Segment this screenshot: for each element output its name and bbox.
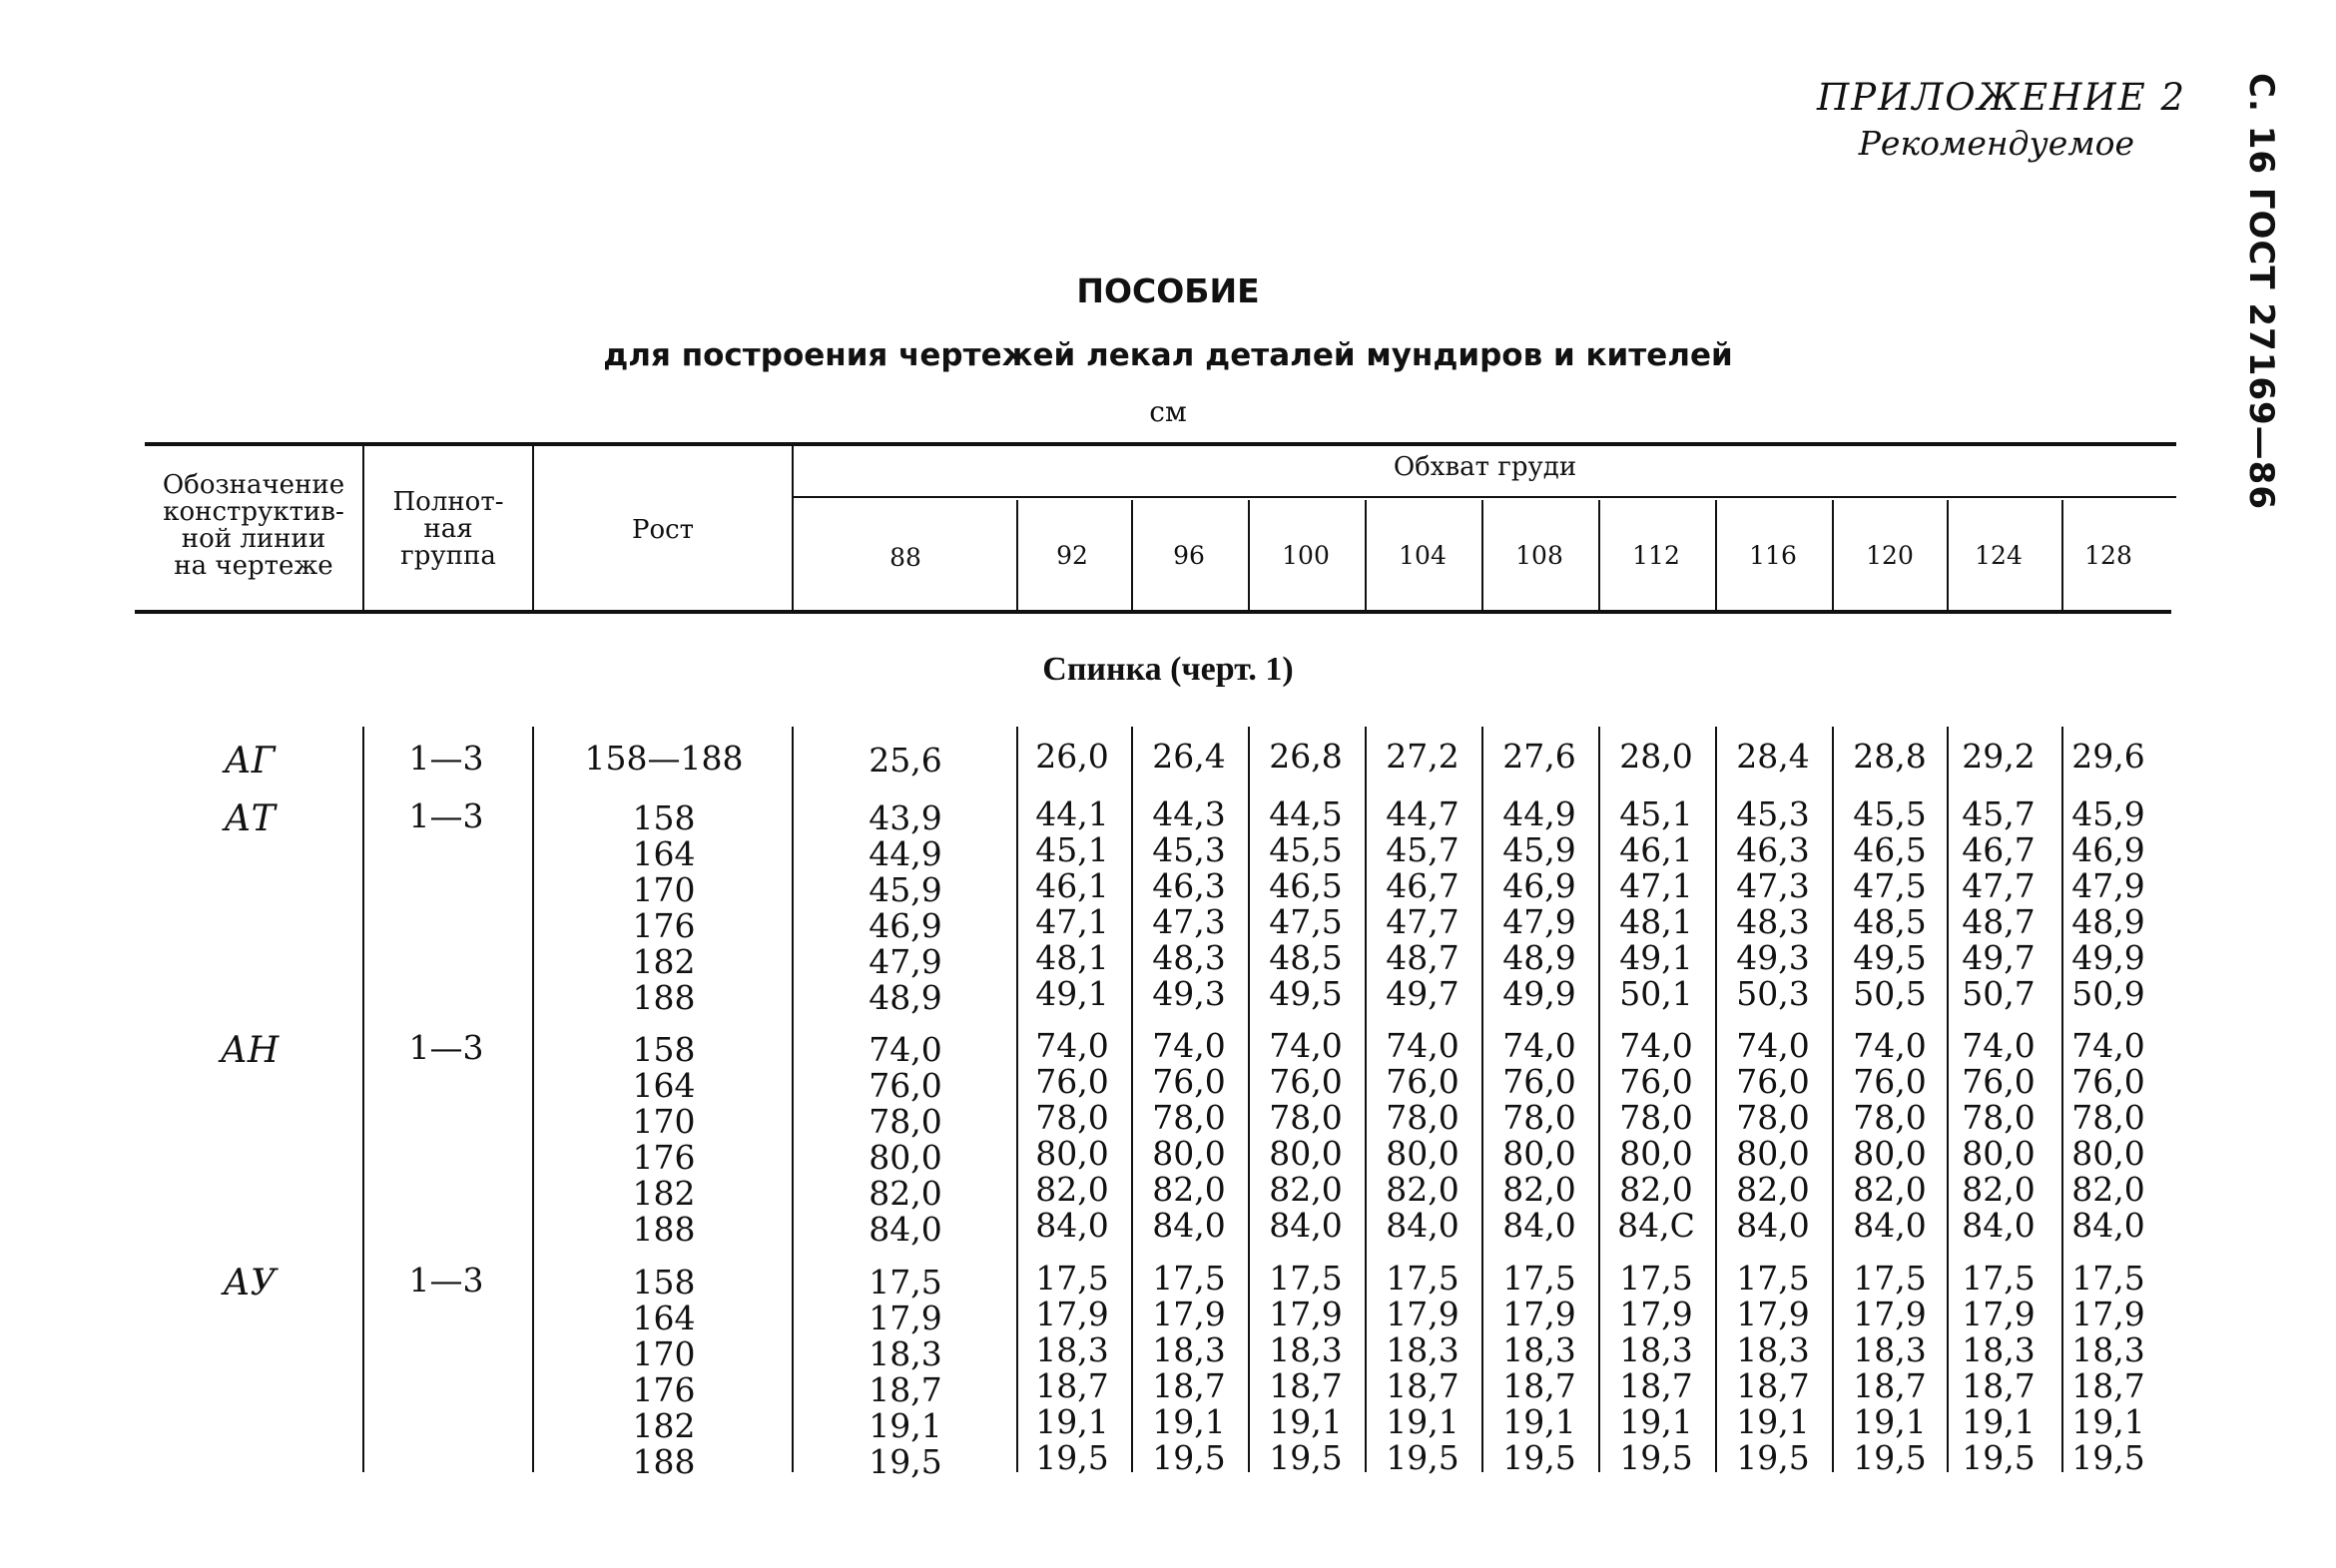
table-cell: 44,1: [1035, 794, 1109, 833]
table-cell: 80,0: [1619, 1134, 1693, 1173]
fullness-group: 1—3: [408, 739, 484, 778]
table-cell: 49,3: [1152, 974, 1226, 1013]
table-cell: 50,3: [1736, 974, 1810, 1013]
table-cell: 84,0: [1962, 1206, 2036, 1245]
table-cell: 78,0: [1269, 1098, 1343, 1137]
table-cell: 18,7: [1269, 1366, 1343, 1405]
table-cell: 17,9: [1269, 1295, 1343, 1333]
table-cell: 76,0: [1269, 1062, 1343, 1101]
body-divider: [1016, 727, 1018, 1472]
height-value: 158—188: [584, 739, 744, 778]
table-cell: 46,3: [1736, 830, 1810, 869]
table-cell: 17,9: [1962, 1295, 2036, 1333]
height-value: 188: [632, 1210, 696, 1249]
table-cell: 18,3: [1386, 1330, 1460, 1369]
body-divider: [532, 727, 534, 1472]
table-cell: 26,8: [1269, 737, 1343, 776]
table-cell: 48,7: [1962, 902, 2036, 941]
chest-size-header: 104: [1399, 541, 1447, 570]
table-cell: 46,9: [2071, 830, 2145, 869]
table-cell: 47,7: [1386, 902, 1460, 941]
body-divider: [1131, 727, 1133, 1472]
body-divider: [362, 727, 364, 1472]
chest-size-header: 116: [1749, 541, 1797, 570]
table-cell: 78,0: [1502, 1098, 1576, 1137]
table-cell: 17,5: [1269, 1259, 1343, 1298]
line-designation: АТ: [224, 798, 276, 839]
table-cell: 76,0: [1736, 1062, 1810, 1101]
height-value: 182: [632, 1406, 696, 1445]
table-cell: 18,3: [1269, 1330, 1343, 1369]
table-cell: 76,0: [1502, 1062, 1576, 1101]
table-cell: 47,5: [1853, 866, 1927, 905]
table-cell: 46,7: [1962, 830, 2036, 869]
table-cell: 46,1: [1619, 830, 1693, 869]
table-cell: 45,9: [869, 870, 942, 909]
table-cell: 74,0: [1152, 1026, 1226, 1065]
table-cell: 44,9: [869, 834, 942, 873]
table-cell: 45,9: [1502, 830, 1576, 869]
table-cell: 17,9: [1736, 1295, 1810, 1333]
table-cell: 78,0: [1619, 1098, 1693, 1137]
table-cell: 19,5: [1619, 1438, 1693, 1477]
table-cell: 82,0: [1619, 1170, 1693, 1209]
table-cell: 78,0: [869, 1102, 942, 1141]
table-cell: 45,1: [1035, 830, 1109, 869]
table-cell: 19,1: [1962, 1402, 2036, 1441]
header-bottom-rule: [135, 610, 2171, 614]
table-cell: 78,0: [2071, 1098, 2145, 1137]
table-cell: 80,0: [869, 1138, 942, 1177]
height-value: 182: [632, 942, 696, 981]
document-title: ПОСОБИЕ: [1076, 271, 1260, 310]
table-cell: 76,0: [1962, 1062, 2036, 1101]
table-cell: 84,0: [1152, 1206, 1226, 1245]
table-cell: 26,0: [1035, 737, 1109, 776]
table-cell: 17,5: [1962, 1259, 2036, 1298]
header-line: на чертеже: [174, 551, 333, 581]
line-designation: АН: [220, 1030, 280, 1071]
table-cell: 18,7: [1853, 1366, 1927, 1405]
header-line: ной линии: [181, 524, 326, 554]
fullness-group: 1—3: [408, 1261, 484, 1300]
header-line: ная: [423, 514, 473, 544]
table-cell: 17,5: [1736, 1259, 1810, 1298]
height-value: 170: [632, 1334, 696, 1373]
body-divider: [1598, 727, 1600, 1472]
appendix-title: ПРИЛОЖЕНИЕ 2: [1816, 76, 2186, 119]
table-cell: 48,9: [2071, 902, 2145, 941]
header-divider: [1947, 500, 1949, 610]
body-divider: [1715, 727, 1717, 1472]
table-cell: 76,0: [1035, 1062, 1109, 1101]
header-line: Полнот-: [392, 487, 504, 517]
table-cell: 46,5: [1853, 830, 1927, 869]
table-cell: 80,0: [1736, 1134, 1810, 1173]
table-cell: 17,5: [1619, 1259, 1693, 1298]
table-cell: 45,7: [1962, 794, 2036, 833]
body-divider: [1248, 727, 1250, 1472]
table-cell: 84,0: [2071, 1206, 2145, 1245]
table-cell: 19,1: [1853, 1402, 1927, 1441]
table-cell: 74,0: [1502, 1026, 1576, 1065]
table-cell: 78,0: [1386, 1098, 1460, 1137]
chest-size-header: 88: [889, 543, 921, 572]
table-cell: 44,3: [1152, 794, 1226, 833]
table-cell: 49,1: [1619, 938, 1693, 977]
table-cell: 45,7: [1386, 830, 1460, 869]
table-cell: 82,0: [1502, 1170, 1576, 1209]
table-cell: 19,1: [1035, 1402, 1109, 1441]
header-divider: [2061, 500, 2063, 610]
table-cell: 19,1: [869, 1406, 942, 1445]
height-value: 182: [632, 1174, 696, 1213]
table-cell: 46,7: [1386, 866, 1460, 905]
table-cell: 82,0: [1152, 1170, 1226, 1209]
table-cell: 84,0: [1035, 1206, 1109, 1245]
header-fullness: [364, 489, 532, 570]
header-height: Рост: [631, 515, 695, 545]
chest-size-header: 100: [1282, 541, 1330, 570]
height-value: 158: [632, 798, 696, 837]
height-value: 176: [632, 1138, 696, 1177]
table-cell: 19,5: [869, 1442, 942, 1481]
table-cell: 76,0: [1386, 1062, 1460, 1101]
header-line: конструктив-: [163, 497, 344, 527]
table-cell: 18,7: [1619, 1366, 1693, 1405]
table-cell: 74,0: [1619, 1026, 1693, 1065]
table-cell: 80,0: [1853, 1134, 1927, 1173]
table-cell: 18,3: [1853, 1330, 1927, 1369]
table-cell: 78,0: [1152, 1098, 1226, 1137]
table-cell: 19,5: [1736, 1438, 1810, 1477]
table-cell: 78,0: [1736, 1098, 1810, 1137]
table-cell: 18,7: [2071, 1366, 2145, 1405]
table-cell: 18,7: [1502, 1366, 1576, 1405]
table-cell: 17,9: [2071, 1295, 2145, 1333]
table-cell: 18,3: [1035, 1330, 1109, 1369]
table-cell: 18,3: [1736, 1330, 1810, 1369]
table-cell: 18,3: [869, 1334, 942, 1373]
header-divider: [1715, 500, 1717, 610]
table-cell: 19,5: [1386, 1438, 1460, 1477]
table-cell: 48,3: [1736, 902, 1810, 941]
table-cell: 18,3: [1152, 1330, 1226, 1369]
table-cell: 80,0: [1962, 1134, 2036, 1173]
table-cell: 17,9: [1619, 1295, 1693, 1333]
table-cell: 19,5: [2071, 1438, 2145, 1477]
table-cell: 82,0: [1853, 1170, 1927, 1209]
chest-size-header: 120: [1866, 541, 1914, 570]
table-cell: 74,0: [1853, 1026, 1927, 1065]
table-cell: 49,9: [2071, 938, 2145, 977]
table-cell: 18,3: [1962, 1330, 2036, 1369]
table-cell: 84,0: [1386, 1206, 1460, 1245]
height-value: 176: [632, 1370, 696, 1409]
table-cell: 26,4: [1152, 737, 1226, 776]
height-value: 188: [632, 1442, 696, 1481]
table-cell: 48,1: [1035, 938, 1109, 977]
header-designation: [145, 472, 362, 580]
appendix-subtitle: Рекомендуемое: [1858, 124, 2134, 163]
table-cell: 28,8: [1853, 737, 1927, 776]
body-divider: [792, 727, 794, 1472]
table-cell: 84,0: [1736, 1206, 1810, 1245]
table-cell: 47,9: [2071, 866, 2145, 905]
chest-size-header: 124: [1975, 541, 2023, 570]
table-cell: 17,9: [1853, 1295, 1927, 1333]
table-cell: 45,3: [1152, 830, 1226, 869]
table-cell: 17,9: [1152, 1295, 1226, 1333]
chest-size-header: 96: [1173, 541, 1205, 570]
table-cell: 28,4: [1736, 737, 1810, 776]
table-cell: 19,1: [1269, 1402, 1343, 1441]
table-cell: 80,0: [1502, 1134, 1576, 1173]
table-cell: 74,0: [1035, 1026, 1109, 1065]
table-cell: 47,5: [1269, 902, 1343, 941]
running-header-text: С. 16 ГОСТ 27169—86: [2241, 72, 2281, 511]
table-cell: 45,1: [1619, 794, 1693, 833]
table-cell: 17,5: [1853, 1259, 1927, 1298]
table-cell: 19,5: [1152, 1438, 1226, 1477]
table-cell: 18,7: [1035, 1366, 1109, 1405]
table-cell: 17,5: [1035, 1259, 1109, 1298]
height-value: 164: [632, 1066, 696, 1105]
line-designation: АУ: [223, 1263, 277, 1304]
table-cell: 78,0: [1853, 1098, 1927, 1137]
height-value: 188: [632, 978, 696, 1017]
table-cell: 45,5: [1853, 794, 1927, 833]
table-cell: 17,5: [1152, 1259, 1226, 1298]
table-cell: 48,7: [1386, 938, 1460, 977]
chest-header-rule: [794, 496, 2176, 498]
table-cell: 48,3: [1152, 938, 1226, 977]
body-divider: [1947, 727, 1949, 1472]
table-cell: 17,5: [2071, 1259, 2145, 1298]
line-designation: АГ: [224, 741, 276, 782]
fullness-group: 1—3: [408, 1028, 484, 1067]
table-cell: 80,0: [1386, 1134, 1460, 1173]
table-cell: 49,1: [1035, 974, 1109, 1013]
table-cell: 49,7: [1386, 974, 1460, 1013]
table-cell: 28,0: [1619, 737, 1693, 776]
table-cell: 82,0: [1962, 1170, 2036, 1209]
table-cell: 82,0: [869, 1174, 942, 1213]
document-subtitle: для построения чертежей лекал деталей мундиров и кителей: [603, 337, 1733, 373]
table-cell: 50,7: [1962, 974, 2036, 1013]
table-cell: 82,0: [2071, 1170, 2145, 1209]
table-cell: 27,2: [1386, 737, 1460, 776]
table-cell: 18,7: [1736, 1366, 1810, 1405]
table-cell: 76,0: [1619, 1062, 1693, 1101]
table-cell: 18,3: [1502, 1330, 1576, 1369]
table-cell: 49,3: [1736, 938, 1810, 977]
fullness-group: 1—3: [408, 796, 484, 835]
table-cell: 74,0: [2071, 1026, 2145, 1065]
table-cell: 19,1: [1152, 1402, 1226, 1441]
table-cell: 18,7: [1152, 1366, 1226, 1405]
table-cell: 82,0: [1386, 1170, 1460, 1209]
chest-size-header: 128: [2084, 541, 2132, 570]
table-cell: 74,0: [1736, 1026, 1810, 1065]
table-cell: 19,5: [1502, 1438, 1576, 1477]
table-cell: 47,3: [1152, 902, 1226, 941]
table-cell: 48,1: [1619, 902, 1693, 941]
unit-label: см: [1149, 395, 1187, 428]
table-cell: 17,5: [1386, 1259, 1460, 1298]
table-cell: 76,0: [869, 1066, 942, 1105]
chest-size-header: 108: [1515, 541, 1563, 570]
table-cell: 84,С: [1617, 1206, 1695, 1245]
table-cell: 17,9: [1035, 1295, 1109, 1333]
table-cell: 74,0: [1269, 1026, 1343, 1065]
table-cell: 46,9: [1502, 866, 1576, 905]
table-cell: 47,3: [1736, 866, 1810, 905]
table-cell: 45,9: [2071, 794, 2145, 833]
table-cell: 19,1: [1502, 1402, 1576, 1441]
table-cell: 50,5: [1853, 974, 1927, 1013]
header-divider: [1832, 500, 1834, 610]
table-cell: 49,5: [1853, 938, 1927, 977]
table-cell: 29,6: [2071, 737, 2145, 776]
table-cell: 84,0: [869, 1210, 942, 1249]
table-cell: 80,0: [1035, 1134, 1109, 1173]
header-chest-girth: Обхват груди: [1393, 452, 1577, 482]
table-cell: 49,7: [1962, 938, 2036, 977]
height-value: 164: [632, 834, 696, 873]
table-cell: 19,1: [2071, 1402, 2145, 1441]
table-cell: 17,9: [1386, 1295, 1460, 1333]
height-value: 158: [632, 1030, 696, 1069]
table-cell: 50,9: [2071, 974, 2145, 1013]
height-value: 158: [632, 1263, 696, 1302]
header-divider: [1481, 500, 1483, 610]
table-cell: 18,7: [1962, 1366, 2036, 1405]
table-cell: 84,0: [1853, 1206, 1927, 1245]
table-cell: 19,1: [1386, 1402, 1460, 1441]
table-cell: 80,0: [1269, 1134, 1343, 1173]
header-divider: [1016, 500, 1018, 610]
table-cell: 48,9: [1502, 938, 1576, 977]
table-cell: 78,0: [1962, 1098, 2036, 1137]
header-divider: [1248, 500, 1250, 610]
table-cell: 29,2: [1962, 737, 2036, 776]
header-divider: [1598, 500, 1600, 610]
table-cell: 17,5: [1502, 1259, 1576, 1298]
table-cell: 47,1: [1035, 902, 1109, 941]
table-cell: 19,5: [1035, 1438, 1109, 1477]
table-cell: 18,3: [1619, 1330, 1693, 1369]
table-cell: 46,3: [1152, 866, 1226, 905]
table-cell: 80,0: [1152, 1134, 1226, 1173]
table-cell: 84,0: [1502, 1206, 1576, 1245]
table-cell: 17,9: [869, 1299, 942, 1337]
table-cell: 48,9: [869, 978, 942, 1017]
section-title: Спинка (черт. 1): [1042, 651, 1294, 688]
table-cell: 82,0: [1736, 1170, 1810, 1209]
header-divider: [1131, 500, 1133, 610]
table-cell: 45,3: [1736, 794, 1810, 833]
height-value: 170: [632, 870, 696, 909]
table-cell: 80,0: [2071, 1134, 2145, 1173]
body-divider: [1481, 727, 1483, 1472]
body-divider: [2061, 727, 2063, 1472]
table-cell: 46,5: [1269, 866, 1343, 905]
table-cell: 17,9: [1502, 1295, 1576, 1333]
table-cell: 45,5: [1269, 830, 1343, 869]
table-cell: 17,5: [869, 1263, 942, 1302]
table-cell: 47,9: [869, 942, 942, 981]
table-cell: 44,7: [1386, 794, 1460, 833]
chest-size-header: 92: [1056, 541, 1088, 570]
table-cell: 46,9: [869, 906, 942, 945]
table-cell: 44,9: [1502, 794, 1576, 833]
table-top-rule: [145, 442, 2176, 446]
table-cell: 78,0: [1035, 1098, 1109, 1137]
table-cell: 27,6: [1502, 737, 1576, 776]
header-divider: [1365, 500, 1367, 610]
table-cell: 19,5: [1962, 1438, 2036, 1477]
body-divider: [1365, 727, 1367, 1472]
table-cell: 76,0: [2071, 1062, 2145, 1101]
table-cell: 19,5: [1853, 1438, 1927, 1477]
table-cell: 19,5: [1269, 1438, 1343, 1477]
table-cell: 74,0: [1386, 1026, 1460, 1065]
table-cell: 44,5: [1269, 794, 1343, 833]
height-value: 164: [632, 1299, 696, 1337]
table-cell: 47,1: [1619, 866, 1693, 905]
table-cell: 19,1: [1736, 1402, 1810, 1441]
table-cell: 49,5: [1269, 974, 1343, 1013]
height-value: 170: [632, 1102, 696, 1141]
table-cell: 82,0: [1269, 1170, 1343, 1209]
table-cell: 74,0: [869, 1030, 942, 1069]
header-line: Обозначение: [162, 470, 345, 500]
chest-size-header: 112: [1632, 541, 1680, 570]
table-cell: 84,0: [1269, 1206, 1343, 1245]
table-cell: 48,5: [1269, 938, 1343, 977]
table-cell: 47,7: [1962, 866, 2036, 905]
table-cell: 25,6: [869, 741, 942, 780]
table-cell: 82,0: [1035, 1170, 1109, 1209]
table-cell: 48,5: [1853, 902, 1927, 941]
height-value: 176: [632, 906, 696, 945]
table-cell: 76,0: [1152, 1062, 1226, 1101]
table-cell: 74,0: [1962, 1026, 2036, 1065]
table-cell: 43,9: [869, 798, 942, 837]
header-line: группа: [400, 541, 496, 571]
body-divider: [1832, 727, 1834, 1472]
table-cell: 18,7: [1386, 1366, 1460, 1405]
table-cell: 49,9: [1502, 974, 1576, 1013]
table-cell: 18,7: [869, 1370, 942, 1409]
table-cell: 18,3: [2071, 1330, 2145, 1369]
table-cell: 50,1: [1619, 974, 1693, 1013]
table-cell: 46,1: [1035, 866, 1109, 905]
table-cell: 47,9: [1502, 902, 1576, 941]
table-cell: 19,1: [1619, 1402, 1693, 1441]
table-cell: 76,0: [1853, 1062, 1927, 1101]
